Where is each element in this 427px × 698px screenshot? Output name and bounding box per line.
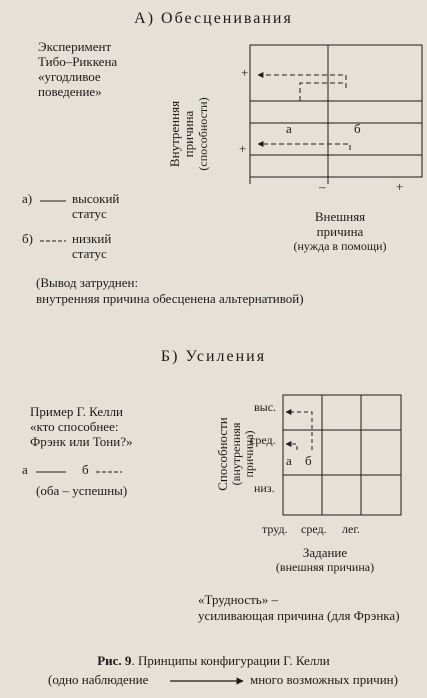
- column-label-mid: сред.: [301, 522, 327, 536]
- legend-b-a-letter: а: [22, 462, 28, 477]
- column-label-hard: труд.: [262, 522, 288, 536]
- figure-subtitle-part2: много возможных причин): [250, 672, 398, 687]
- legend-b-letter: б): [22, 231, 33, 246]
- legend-b-line1: низкий: [72, 231, 112, 246]
- row-label-high: выс.: [254, 400, 277, 414]
- conclusion-line2: внутренняя причина обесценена альтернативой): [36, 291, 304, 306]
- legend-a-line1: высокий: [72, 191, 120, 206]
- example-line3: Фрэнк или Тони?»: [30, 434, 133, 449]
- section-a-axis-ticks: [250, 177, 328, 184]
- column-label-easy: лег.: [342, 522, 360, 536]
- section-b-grid: [283, 395, 401, 515]
- section-b-y-axis-line2: (внутренняя: [229, 422, 244, 486]
- experiment-label-line2: Тибо–Риккена: [38, 54, 118, 69]
- section-a-grid-frame: [250, 45, 422, 177]
- note-line1: «Трудность» –: [198, 592, 278, 607]
- section-b-grid-frame: [283, 395, 401, 515]
- section-a-y-axis-line3: (способности): [195, 97, 210, 171]
- section-a-x-axis-line3: (нужда в помощи): [293, 239, 387, 253]
- section-a-grid: [250, 45, 422, 177]
- row-label-mid: сред.: [250, 433, 276, 447]
- section-a-cell-b-label: б: [354, 121, 361, 136]
- legend-both-successful: (оба – успешны): [36, 483, 128, 498]
- plus-sign-middle: +: [239, 141, 247, 156]
- note-line2: усиливающая причина (для Фрэнка): [198, 608, 400, 623]
- figure-caption-label: Рис. 9: [97, 653, 132, 668]
- legend-a-letter: а): [22, 191, 33, 206]
- example-line1: Пример Г. Келли: [30, 404, 124, 419]
- plus-sign-bottom: +: [396, 179, 404, 194]
- section-b-x-axis-line1: Задание: [302, 545, 348, 560]
- section-b-cell-a-label: а: [286, 453, 292, 468]
- section-b-x-axis-line2: (внешняя причина): [275, 560, 375, 574]
- row-label-low: низ.: [254, 481, 275, 495]
- section-a-title: А) Обесценивания: [134, 10, 293, 27]
- section-b-title: Б) Усиления: [160, 348, 267, 365]
- section-b-y-axis-line1: Способности: [215, 417, 230, 491]
- figure-caption-title: . Принципы конфигурации Г. Келли: [131, 653, 330, 668]
- arrow-b-high: [286, 412, 312, 450]
- section-a-dashed-arrows: [258, 75, 350, 150]
- minus-sign-bottom: –: [319, 179, 326, 194]
- figure-subtitle-part1: (одно наблюдение: [48, 672, 149, 687]
- experiment-label-line4: поведение»: [38, 84, 102, 99]
- section-a-y-axis-line1: Внутренняя: [167, 100, 182, 168]
- legend-b-line2: статус: [72, 246, 107, 261]
- arrow-a-path: [300, 83, 346, 101]
- section-a-cell-a-label: а: [286, 121, 292, 136]
- section-b-cell-b-label: б: [305, 453, 312, 468]
- legend-a-line2: статус: [72, 206, 107, 221]
- section-a-x-axis-line1: Внешняя: [314, 209, 366, 224]
- conclusion-line1: (Вывод затруднен:: [36, 275, 139, 290]
- experiment-label-line3: «угодливое: [38, 69, 101, 84]
- arrow-b-path: [258, 144, 350, 150]
- section-a-y-axis-line2: причина: [181, 110, 197, 158]
- section-a-x-axis-line2: причина: [316, 224, 364, 239]
- section-b-dashed-arrows: [286, 412, 312, 450]
- plus-sign-top: +: [241, 65, 249, 80]
- experiment-label-line1: Эксперимент: [38, 39, 112, 54]
- example-line2: «кто способнее:: [30, 419, 119, 434]
- legend-b-b-letter: б: [82, 462, 89, 477]
- section-b-y-axis-line3: причина): [242, 430, 257, 478]
- arrow-a-head: [258, 75, 346, 88]
- arrow-b-mid: [286, 444, 297, 450]
